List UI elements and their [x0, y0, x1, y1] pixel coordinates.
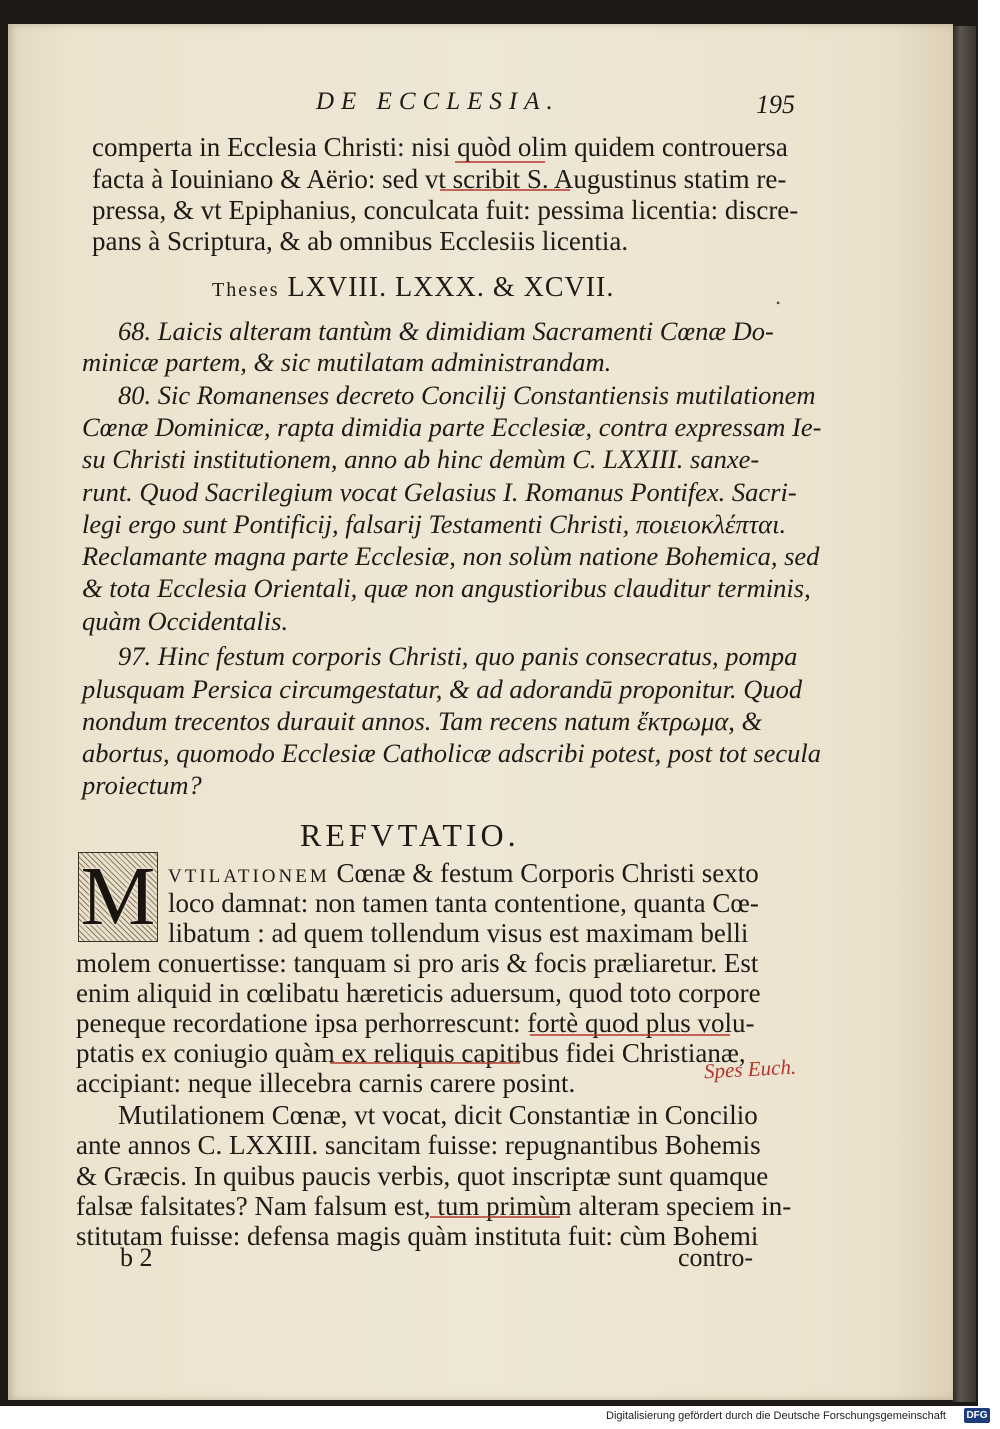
refutatio-line: stitutam fuisse: defensa magis quàm instituta fuit: cùm Bohemi	[76, 1221, 759, 1251]
initial-letter: M	[80, 850, 156, 943]
red-underline	[440, 189, 570, 191]
theses-heading	[212, 272, 614, 304]
thesis-line: Cœnæ Dominicæ, rapta dimidia parte Ecclesiæ, contra expressam Ie-	[82, 412, 822, 442]
thesis-line: runt. Quod Sacrilegium vocat Gelasius I. Romanus Pontifex. Sacri-	[82, 477, 797, 507]
thesis-line: 97. Hinc festum corporis Christi, quo panis consecratus, pompa	[118, 641, 798, 671]
refutatio-heading: REFVTATIO.	[300, 817, 520, 853]
thesis-line: minicæ partem, & sic mutilatam administrandam.	[82, 347, 612, 377]
page-edge	[952, 26, 976, 1402]
refutatio-line: loco damnat: non tamen tanta contentione, quanta Cœ-	[168, 888, 759, 918]
dfg-logo: DFG	[964, 1408, 990, 1423]
refutatio-line: Mutilationem Cœnæ, vt vocat, dicit Constantiæ in Concilio	[118, 1100, 758, 1130]
page-number: 195	[756, 90, 795, 119]
opening-line: facta à Iouiniano & Aërio: sed vt scribit S. Augustinus statim re-	[92, 164, 787, 194]
digitization-credit: Digitalisierung gefördert durch die Deutsche Forschungsgemeinschaft	[606, 1410, 946, 1422]
theses-heading-numbers: LXVIII. LXXX. & XCVII.	[287, 272, 615, 303]
refutatio-line: enim aliquid in cœlibatu hæreticis aduersum, quod toto corpore	[76, 978, 761, 1008]
thesis-line: 68. Laicis alteram tantùm & dimidiam Sacramenti Cœnæ Do-	[118, 316, 774, 346]
red-underline	[530, 1034, 730, 1036]
thesis-line: proiectum?	[82, 770, 202, 800]
refutatio-line: ante annos C. LXXIII. sancitam fuisse: repugnantibus Bohemis	[76, 1130, 761, 1160]
red-underline	[430, 1216, 560, 1218]
refutatio-first-line	[168, 858, 759, 889]
thesis-line: plusquam Persica circumgestatur, & ad adorandū proponitur. Quod	[82, 674, 803, 704]
thesis-line: nondum trecentos durauit annos. Tam recens natum ἔκτρωμα, &	[82, 706, 763, 736]
thesis-line: 80. Sic Romanenses decreto Concilij Constantiensis mutilationem	[118, 380, 816, 410]
thesis-line: Reclamante magna parte Ecclesiæ, non solùm natione Bohemica, sed	[82, 541, 820, 571]
first-line-text: Cœnæ & festum Corporis Christi sexto	[329, 858, 759, 888]
thesis-line: abortus, quomodo Ecclesiæ Catholicæ adscribi potest, post tot secula	[82, 738, 822, 768]
catchword: contro-	[678, 1243, 754, 1272]
ornamental-initial	[78, 852, 158, 942]
thesis-line: quàm Occidentalis.	[82, 606, 289, 636]
first-word-caps: VTILATIONEM	[168, 866, 330, 887]
opening-line: comperta in Ecclesia Christi: nisi quòd olim quidem controuersa	[92, 132, 788, 162]
refutatio-line: falsæ falsitates? Nam falsum est, tum primùm alteram speciem in-	[76, 1191, 792, 1221]
refutatio-line: ptatis ex coniugio quàm ex reliquis capitibus fidei Christianæ,	[76, 1038, 746, 1068]
thesis-line: & tota Ecclesia Orientali, quæ non angustioribus clauditur terminis,	[82, 573, 811, 603]
refutatio-line: accipiant: neque illecebra carnis carere posint.	[76, 1068, 576, 1098]
running-head: DE ECCLESIA.	[316, 88, 560, 115]
red-underline	[330, 1062, 520, 1064]
refutatio-line: libatum : ad quem tollendum visus est maximam belli	[168, 918, 749, 948]
thesis-line: legi ergo sunt Pontificij, falsarij Testamenti Christi, ποιειοκλέπται.	[82, 509, 787, 539]
signature-mark: b 2	[120, 1243, 153, 1272]
theses-heading-prefix: Theses	[212, 279, 280, 301]
opening-line: pressa, & vt Epiphanius, conculcata fuit: pessima licentia: discre-	[92, 195, 799, 225]
opening-line: pans à Scriptura, & ab omnibus Ecclesiis licentia.	[92, 226, 629, 256]
refutatio-line: molem conuertisse: tanquam si pro aris & focis præliaretur. Est	[76, 948, 759, 978]
thesis-line: su Christi institutionem, anno ab hinc demùm C. LXXIII. sanxe-	[82, 444, 760, 474]
refutatio-line: peneque recordatione ipsa perhorrescunt: fortè quod plus volu-	[76, 1008, 755, 1038]
refutatio-line: & Græcis. In quibus paucis verbis, quot inscriptæ sunt quamque	[76, 1161, 769, 1191]
handwritten-margin-note: Spes Euch.	[703, 1054, 797, 1084]
red-underline	[455, 161, 545, 163]
margin-dot: •	[776, 296, 781, 310]
